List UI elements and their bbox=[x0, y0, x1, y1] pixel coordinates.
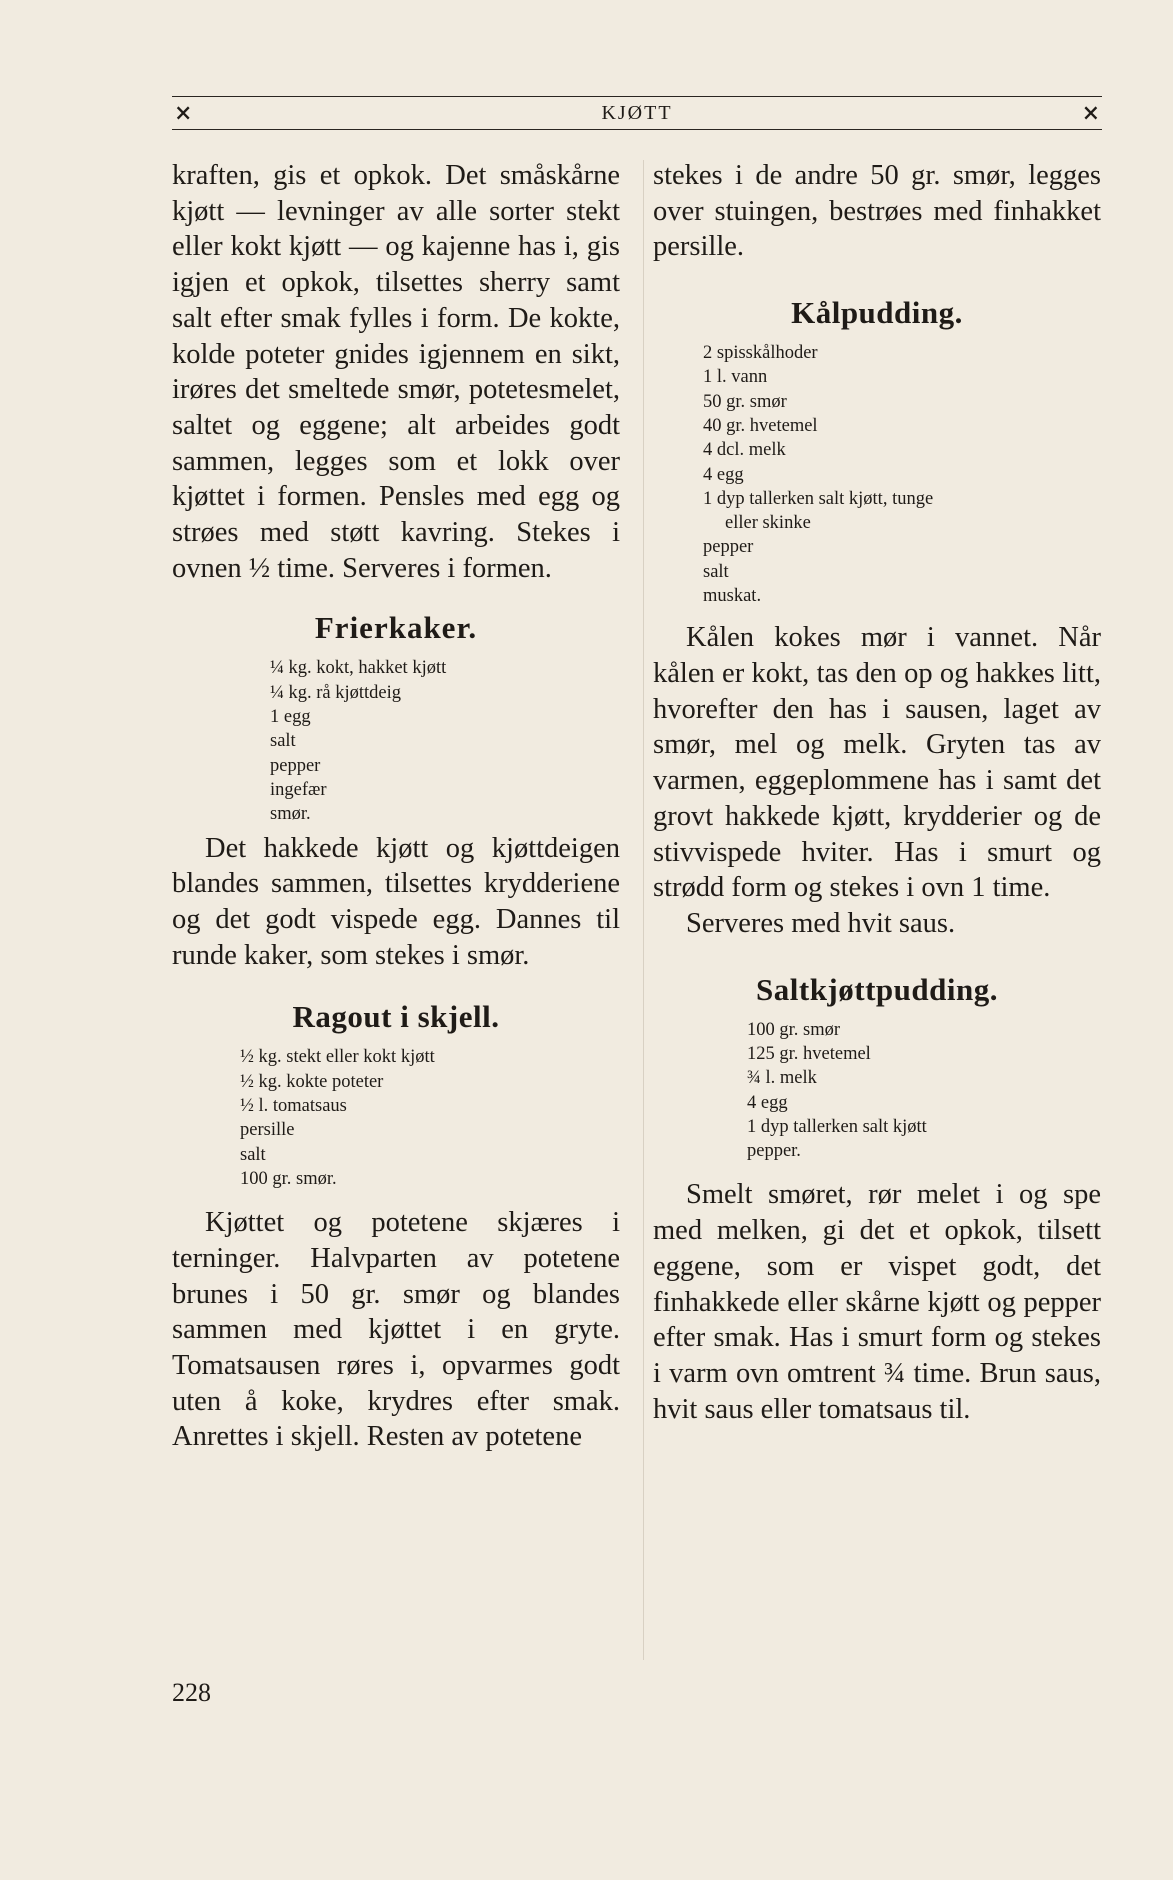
ingredient-item: ½ kg. kokte poteter bbox=[240, 1071, 384, 1092]
recipe-text-ragout: Kjøttet og potetene skjæres i terninger. Halvparten av potetene brunes i 50 gr. smør og blandes sammen med kjøttet i en gryte. Tomatsausen røres i, opvarmes godt uten å koke, krydres efter smak. Anrettes i skjell. Resten av potetene bbox=[172, 1207, 620, 1453]
ingredient-item: 1 dyp tallerken salt kjøtt, tunge bbox=[703, 488, 934, 509]
ingredient-item: muskat. bbox=[703, 586, 762, 607]
ingredient-item: pepper bbox=[270, 755, 321, 776]
ingredient-item: ½ l. tomatsaus bbox=[240, 1095, 347, 1116]
header-rule-top bbox=[172, 96, 1102, 97]
ingredient-item: ¼ kg. rå kjøttdeig bbox=[270, 682, 402, 703]
recipe-continuation-text: kraften, gis et opkok. Det småskårne kjøtt — levninger av alle sorter stekt eller kokt kjøtt — og kajenne has i, gis igjen et opkok, tilsettes sherry samt salt efter smak fylles i form. De kokte, kolde poteter gnides igjennem en sikt, irøres det smeltede smør, potetesmelet, saltet og eggene; alt arbeides godt sammen, legges som et lokk over kjøttet i formen. Pensles med egg og strøes med støtt kavring. Stekes i ovnen ½ time. Serveres i formen. bbox=[172, 160, 620, 584]
ingredient-list-frierkaker bbox=[172, 656, 620, 826]
header-ornament-left: × bbox=[174, 100, 193, 126]
recipe-text-kalpudding: Kålen kokes mør i vannet. Når kålen er kokt, tas den op og hakkes litt, hvorefter den has i sausen, laget av smør, mel og melk. Gryten tas av varmen, eggeplommene has i samt det grovt hakkede kjøtt, krydderier og de stivvispede hviter. Has i smurt og strødd form og stekes i ovn 1 time. bbox=[653, 622, 1101, 904]
recipe-continuation-text-right: stekes i de andre 50 gr. smør, legges over stuingen, bestrøes med finhakket persille. bbox=[653, 160, 1101, 263]
recipe-heading-kalpudding: Kålpudding. bbox=[791, 295, 963, 331]
ingredient-item: salt bbox=[703, 561, 729, 582]
ingredient-item: salt bbox=[240, 1144, 266, 1165]
left-column bbox=[172, 158, 620, 1455]
header-rule-bottom bbox=[172, 129, 1102, 130]
ingredient-item: 1 l. vann bbox=[703, 367, 768, 388]
recipe-heading-saltkjottpudding: Saltkjøttpudding. bbox=[756, 971, 998, 1007]
right-column bbox=[653, 158, 1101, 1427]
ingredient-item: 50 gr. smør bbox=[703, 391, 787, 412]
ingredient-item: 2 spisskålhoder bbox=[703, 343, 818, 364]
ingredient-item: 1 egg bbox=[270, 707, 311, 728]
ingredient-item: pepper. bbox=[747, 1141, 801, 1162]
ingredient-item: 100 gr. smør. bbox=[240, 1168, 337, 1189]
running-header bbox=[172, 96, 1102, 130]
recipe-heading-frierkaker: Frierkaker. bbox=[314, 610, 478, 646]
recipe-text-saltkjottpudding: Smelt smøret, rør melet i og spe med melken, gi det et opkok, tilsett eggene, som er vispet godt, det finhakkede eller skårne kjøtt og pepper efter smak. Has i smurt form og stekes i varm ovn omtrent ¾ time. Brun saus, hvit saus eller tomatsaus til. bbox=[653, 1179, 1101, 1425]
recipe-serving-note-kalpudding: Serveres med hvit saus. bbox=[686, 908, 956, 939]
ingredient-item: 4 egg bbox=[747, 1092, 788, 1113]
ingredient-list-ragout bbox=[172, 1045, 620, 1191]
ingredient-item: smør. bbox=[270, 804, 311, 825]
ingredient-item: eller skinke bbox=[725, 513, 811, 534]
ingredient-item: 1 dyp tallerken salt kjøtt bbox=[747, 1116, 927, 1137]
recipe-heading-ragout: Ragout i skjell. bbox=[292, 999, 500, 1035]
ingredient-item: persille bbox=[240, 1120, 295, 1141]
ingredient-item: 4 egg bbox=[703, 464, 744, 485]
ingredient-item: ingefær bbox=[270, 779, 327, 800]
ingredient-item: 40 gr. hvetemel bbox=[703, 416, 818, 436]
ingredient-item: pepper bbox=[703, 537, 754, 558]
recipe-text-frierkaker: Det hakkede kjøtt og kjøttdeigen blandes sammen, tilsettes krydderiene og det godt vispede egg. Dannes til runde kaker, som stekes i smør. bbox=[172, 832, 620, 971]
ingredient-item: 4 dcl. melk bbox=[703, 440, 786, 461]
ingredient-item: salt bbox=[270, 731, 296, 752]
page-number: 228 bbox=[172, 1678, 211, 1707]
ingredient-item: 125 gr. hvetemel bbox=[747, 1044, 871, 1064]
ingredient-item: ½ kg. stekt eller kokt kjøtt bbox=[240, 1047, 435, 1068]
ingredient-item: ¼ kg. kokt, hakket kjøtt bbox=[270, 658, 447, 679]
ingredient-list-saltkjottpudding bbox=[653, 1018, 1101, 1164]
ingredient-list-kalpudding bbox=[653, 341, 1101, 608]
ingredient-item: 100 gr. smør bbox=[747, 1019, 841, 1040]
header-title: KJØTT bbox=[601, 102, 673, 124]
ingredient-item: ¾ l. melk bbox=[747, 1068, 817, 1089]
column-divider bbox=[643, 160, 644, 1660]
header-ornament-right: × bbox=[1081, 100, 1100, 126]
